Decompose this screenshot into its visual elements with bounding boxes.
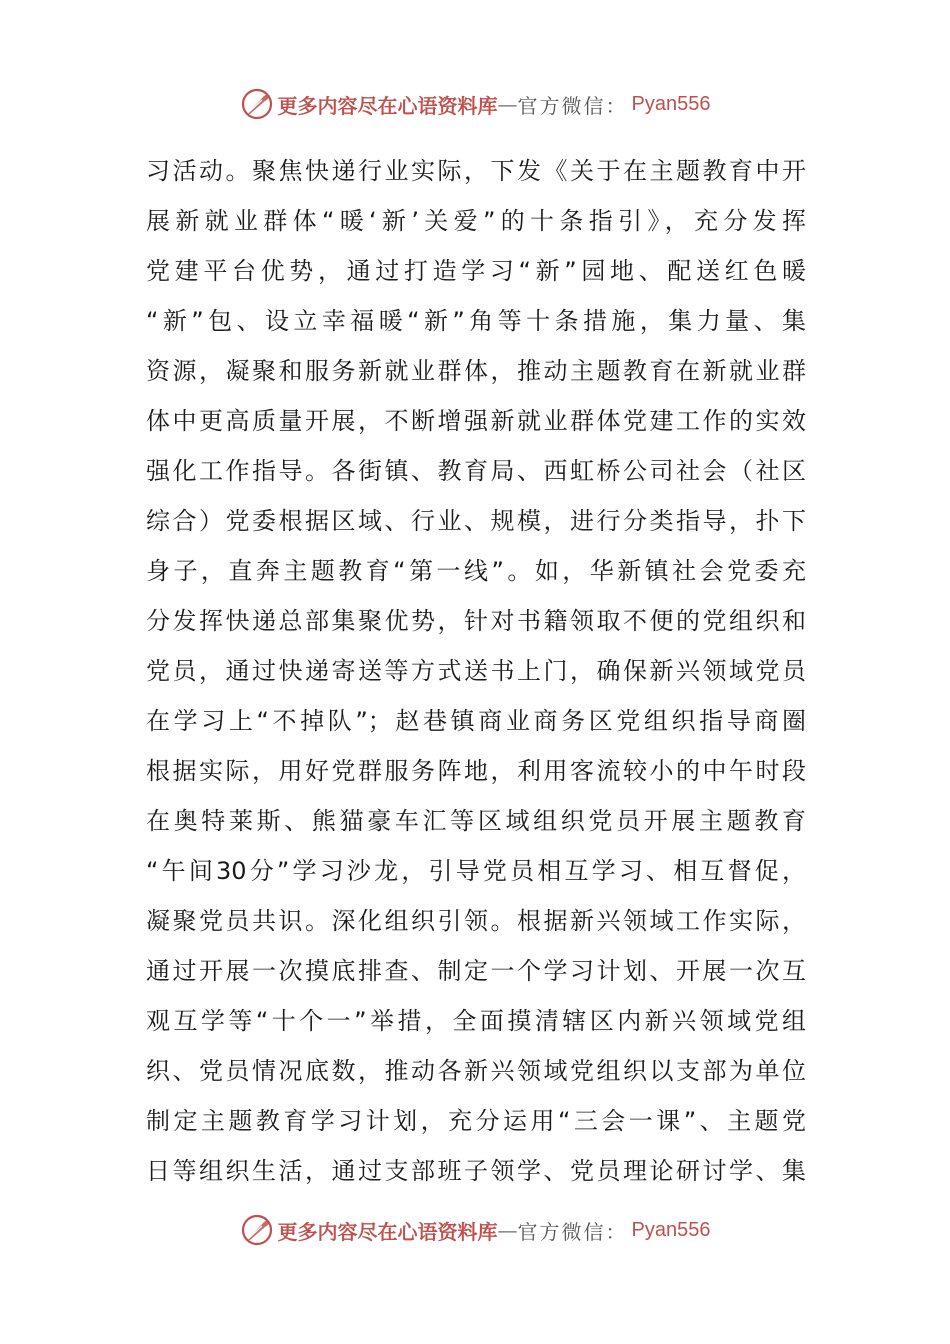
text-line: 习活动。聚焦快递行业实际，下发《关于在主题教育中开 — [146, 157, 806, 185]
text-line: 通过开展一次摸底排查、制定一个学习计划、开展一次互 — [146, 957, 806, 985]
text-line: 日等组织生活，通过支部班子领学、党员理论研讨学、集 — [146, 1157, 806, 1185]
text-line: 分发挥快递总部集聚优势，针对书籍领取不便的党组织和 — [146, 607, 806, 635]
text-line: 党建平台优势，通过打造学习“新”园地、配送红色暖 — [146, 257, 806, 285]
text-line: “新”包、设立幸福暖“新”角等十条措施，集力量、集 — [146, 307, 806, 335]
text-line: 根据实际，用好党群服务阵地，利用客流较小的中午时段 — [146, 757, 806, 785]
header-watermark — [0, 84, 950, 124]
text-line: 制定主题教育学习计划，充分运用“三会一课”、主题党 — [146, 1107, 806, 1135]
text-line: 身子，直奔主题教育“第一线”。如，华新镇社会党委充 — [146, 557, 806, 585]
text-line: 在学习上“不掉队”；赵巷镇商业商务区党组织指导商圈 — [146, 707, 806, 735]
watermark-brand: 更多内容尽在心语资料库 — [277, 93, 498, 118]
document-body — [146, 146, 806, 1196]
text-line: 资源，凝聚和服务新就业群体，推动主题教育在新就业群 — [146, 357, 806, 385]
watermark-separator: — — [497, 1218, 518, 1242]
watermark-official-label: 官方微信： — [517, 93, 628, 118]
watermark-official-label: 官方微信： — [517, 1219, 628, 1244]
watermark-wechat-id: Pyan556 — [631, 92, 711, 115]
quill-logo-icon — [240, 87, 274, 121]
text-line: 在奥特莱斯、熊猫豪车汇等区域组织党员开展主题教育 — [146, 807, 806, 835]
footer-watermark — [0, 1210, 950, 1250]
text-line: 体中更高质量开展，不断增强新就业群体党建工作的实效 — [146, 407, 806, 435]
text-line: 凝聚党员共识。深化组织引领。根据新兴领域工作实际， — [146, 907, 806, 935]
quill-logo-icon — [240, 1213, 274, 1247]
text-line: 综合）党委根据区域、行业、规模，进行分类指导，扑下 — [146, 507, 806, 535]
watermark-separator: — — [497, 92, 518, 116]
watermark-wechat-id: Pyan556 — [631, 1218, 711, 1241]
watermark-brand: 更多内容尽在心语资料库 — [277, 1219, 498, 1244]
text-line: 观互学等“十个一”举措，全面摸清辖区内新兴领域党组 — [146, 1007, 806, 1035]
text-line: “午间30分”学习沙龙，引导党员相互学习、相互督促， — [146, 857, 806, 885]
text-line: 展新就业群体“暖‘新’关爱”的十条指引》，充分发挥 — [146, 207, 806, 235]
text-line: 织、党员情况底数，推动各新兴领域党组织以支部为单位 — [146, 1057, 806, 1085]
text-line: 党员，通过快递寄送等方式送书上门，确保新兴领域党员 — [146, 657, 806, 685]
text-line: 强化工作指导。各街镇、教育局、西虹桥公司社会（社区 — [146, 457, 806, 485]
